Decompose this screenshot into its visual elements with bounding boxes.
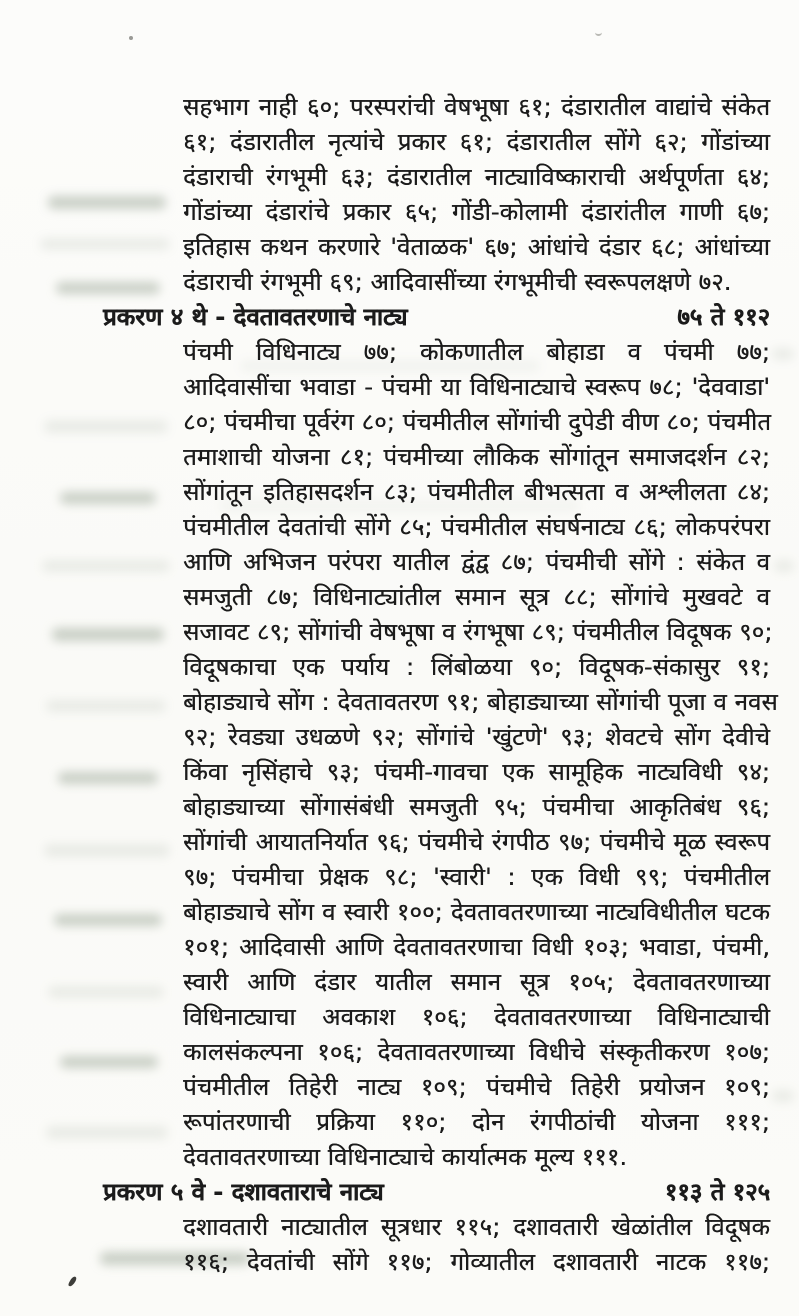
toc-line: दंडाराची रंगभूमी ६३; दंडारातील नाट्याविष्काराची अर्थपूर्णता ६४;: [183, 163, 770, 191]
toc-line: कालसंकल्पना १०६; देवतावतरणाच्या विधीचे संस्कृतीकरण १०७;: [183, 1038, 770, 1066]
toc-line: १०१; आदिवासी आणि देवतावतरणाचा विधी १०३; भवाडा, पंचमी,: [183, 933, 770, 961]
toc-line: बोहाड्याचे सोंग व स्वारी १००; देवतावतरणाच्या नाट्यविधीतील घटक: [183, 898, 770, 926]
toc-line: पंचमीतील देवतांची सोंगे ८५; पंचमीतील संघर्षनाट्य ८६; लोकपरंपरा: [183, 513, 770, 541]
toc-line: समजुती ८७; विधिनाट्यांतील समान सूत्र ८८; सोंगांचे मुखवटे व: [183, 583, 770, 611]
toc-line: विधिनाट्याचा अवकाश १०६; देवतावतरणाच्या विधिनाट्याची: [183, 1003, 770, 1031]
toc-line: ११६; देवतांची सोंगे ११७; गोव्यातील दशावतारी नाटक ११७;: [183, 1248, 770, 1276]
bleed-artifact: [772, 348, 794, 360]
bleed-artifact: [772, 1090, 794, 1102]
toc-line: किंवा नृसिंहाचे ९३; पंचमी-गावचा एक सामूहिक नाट्यविधी ९४;: [183, 758, 770, 786]
scan-speck: [68, 1275, 78, 1287]
toc-line: दशावतारी नाट्यातील सूत्रधार ११५; दशावतारी खेळांतील विदूषक: [183, 1213, 770, 1241]
toc-line: विदूषकाचा एक पर्याय : लिंबोळया ९०; विदूषक-संकासुर ९१;: [183, 653, 770, 681]
toc-line: रूपांतरणाची प्रक्रिया ११०; दोन रंगपीठांची योजना १११;: [183, 1108, 770, 1136]
toc-line: सोंगांची आयातनिर्यात ९६; पंचमीचे रंगपीठ ९७; पंचमीचे मूळ स्वरूप: [183, 828, 770, 856]
toc-line: दंडाराची रंगभूमी ६९; आदिवासींच्या रंगभूमीची स्वरूपलक्षणे ७२.: [183, 268, 732, 296]
toc-line: ८०; पंचमीचा पूर्वरंग ८०; पंचमीतील सोंगांची दुपेडी वीण ८०; पंचमीत: [183, 408, 771, 436]
toc-line: बोहाड्याच्या सोंगासंबंधी समजुती ९५; पंचमीचा आकृतिबंध ९६;: [183, 793, 770, 821]
scan-speck: [129, 36, 133, 40]
toc-line: ९२; रेवड्या उधळणे ९२; सोंगांचे 'खुंटणे' ९३; शेवटचे सोंग देवीचे: [183, 723, 770, 751]
scan-speck: [595, 30, 602, 36]
toc-line: तमाशाची योजना ८१; पंचमीच्या लौकिक सोंगांतून समाजदर्शन ८२;: [183, 443, 770, 471]
toc-line: देवतावतरणाच्या विधिनाट्याचे कार्यात्मक मूल्य १११.: [183, 1143, 628, 1171]
chapter-5-heading-row: [103, 1175, 770, 1210]
toc-line: सहभाग नाही ६०; परस्परांची वेषभूषा ६१; दंडारातील वाद्यांचे संकेत: [183, 93, 770, 121]
toc-section-chapter-5: [103, 1210, 770, 1280]
toc-line: आदिवासींचा भवाडा - पंचमी या विधिनाट्याचे स्वरूप ७८; 'देववाडा': [183, 373, 770, 401]
toc-section-continuation: [103, 90, 770, 300]
toc-line: सोंगांतून इतिहासदर्शन ८३; पंचमीतील बीभत्सता व अश्लीलता ८४;: [183, 478, 770, 506]
bleed-artifact: [774, 560, 794, 572]
toc-line: स्वारी आणि दंडार यातील समान सूत्र १०५; देवतावतरणाच्या: [183, 968, 770, 996]
toc-content: [103, 90, 778, 1280]
toc-line: इतिहास कथन करणारे 'वेताळक' ६७; आंधांचे दंडार ६८; आंधांच्या: [183, 233, 770, 261]
toc-line: ६१; दंडारातील नृत्यांचे प्रकार ६१; दंडारातील सोंगे ६२; गोंडांच्या: [183, 128, 770, 156]
toc-line: ९७; पंचमीचा प्रेक्षक ९८; 'स्वारी' : एक विधी ९९; पंचमीतील: [183, 863, 770, 891]
toc-line: पंचमी विधिनाट्य ७७; कोकणातील बोहाडा व पंचमी ७७;: [183, 338, 770, 366]
chapter-4-page-range: ७५ ते ११२: [677, 303, 770, 331]
chapter-5-page-range: ११३ ते १२५: [664, 1178, 770, 1206]
chapter-5-title: प्रकरण ५ वे - दशावताराचे नाट्य: [103, 1178, 384, 1206]
toc-section-chapter-4: [103, 335, 778, 1175]
toc-line: बोहाड्याचे सोंग : देवतावतरण ९१; बोहाड्याच्या सोंगांची पूजा व नवस: [183, 688, 778, 716]
toc-line: गोंडांच्या दंडारांचे प्रकार ६५; गोंडी-कोलामी दंडारांतील गाणी ६७;: [183, 198, 770, 226]
toc-line: पंचमीतील तिहेरी नाट्य १०९; पंचमीचे तिहेरी प्रयोजन १०९;: [183, 1073, 770, 1101]
chapter-4-title: प्रकरण ४ थे - देवतावतरणाचे नाट्य: [103, 303, 408, 331]
toc-line: आणि अभिजन परंपरा यातील द्वंद्व ८७; पंचमीची सोंगे : संकेत व: [183, 548, 770, 576]
chapter-4-heading-row: [103, 300, 770, 335]
toc-line: सजावट ८९; सोंगांची वेषभूषा व रंगभूषा ८९; पंचमीतील विदूषक ९०;: [183, 618, 773, 646]
